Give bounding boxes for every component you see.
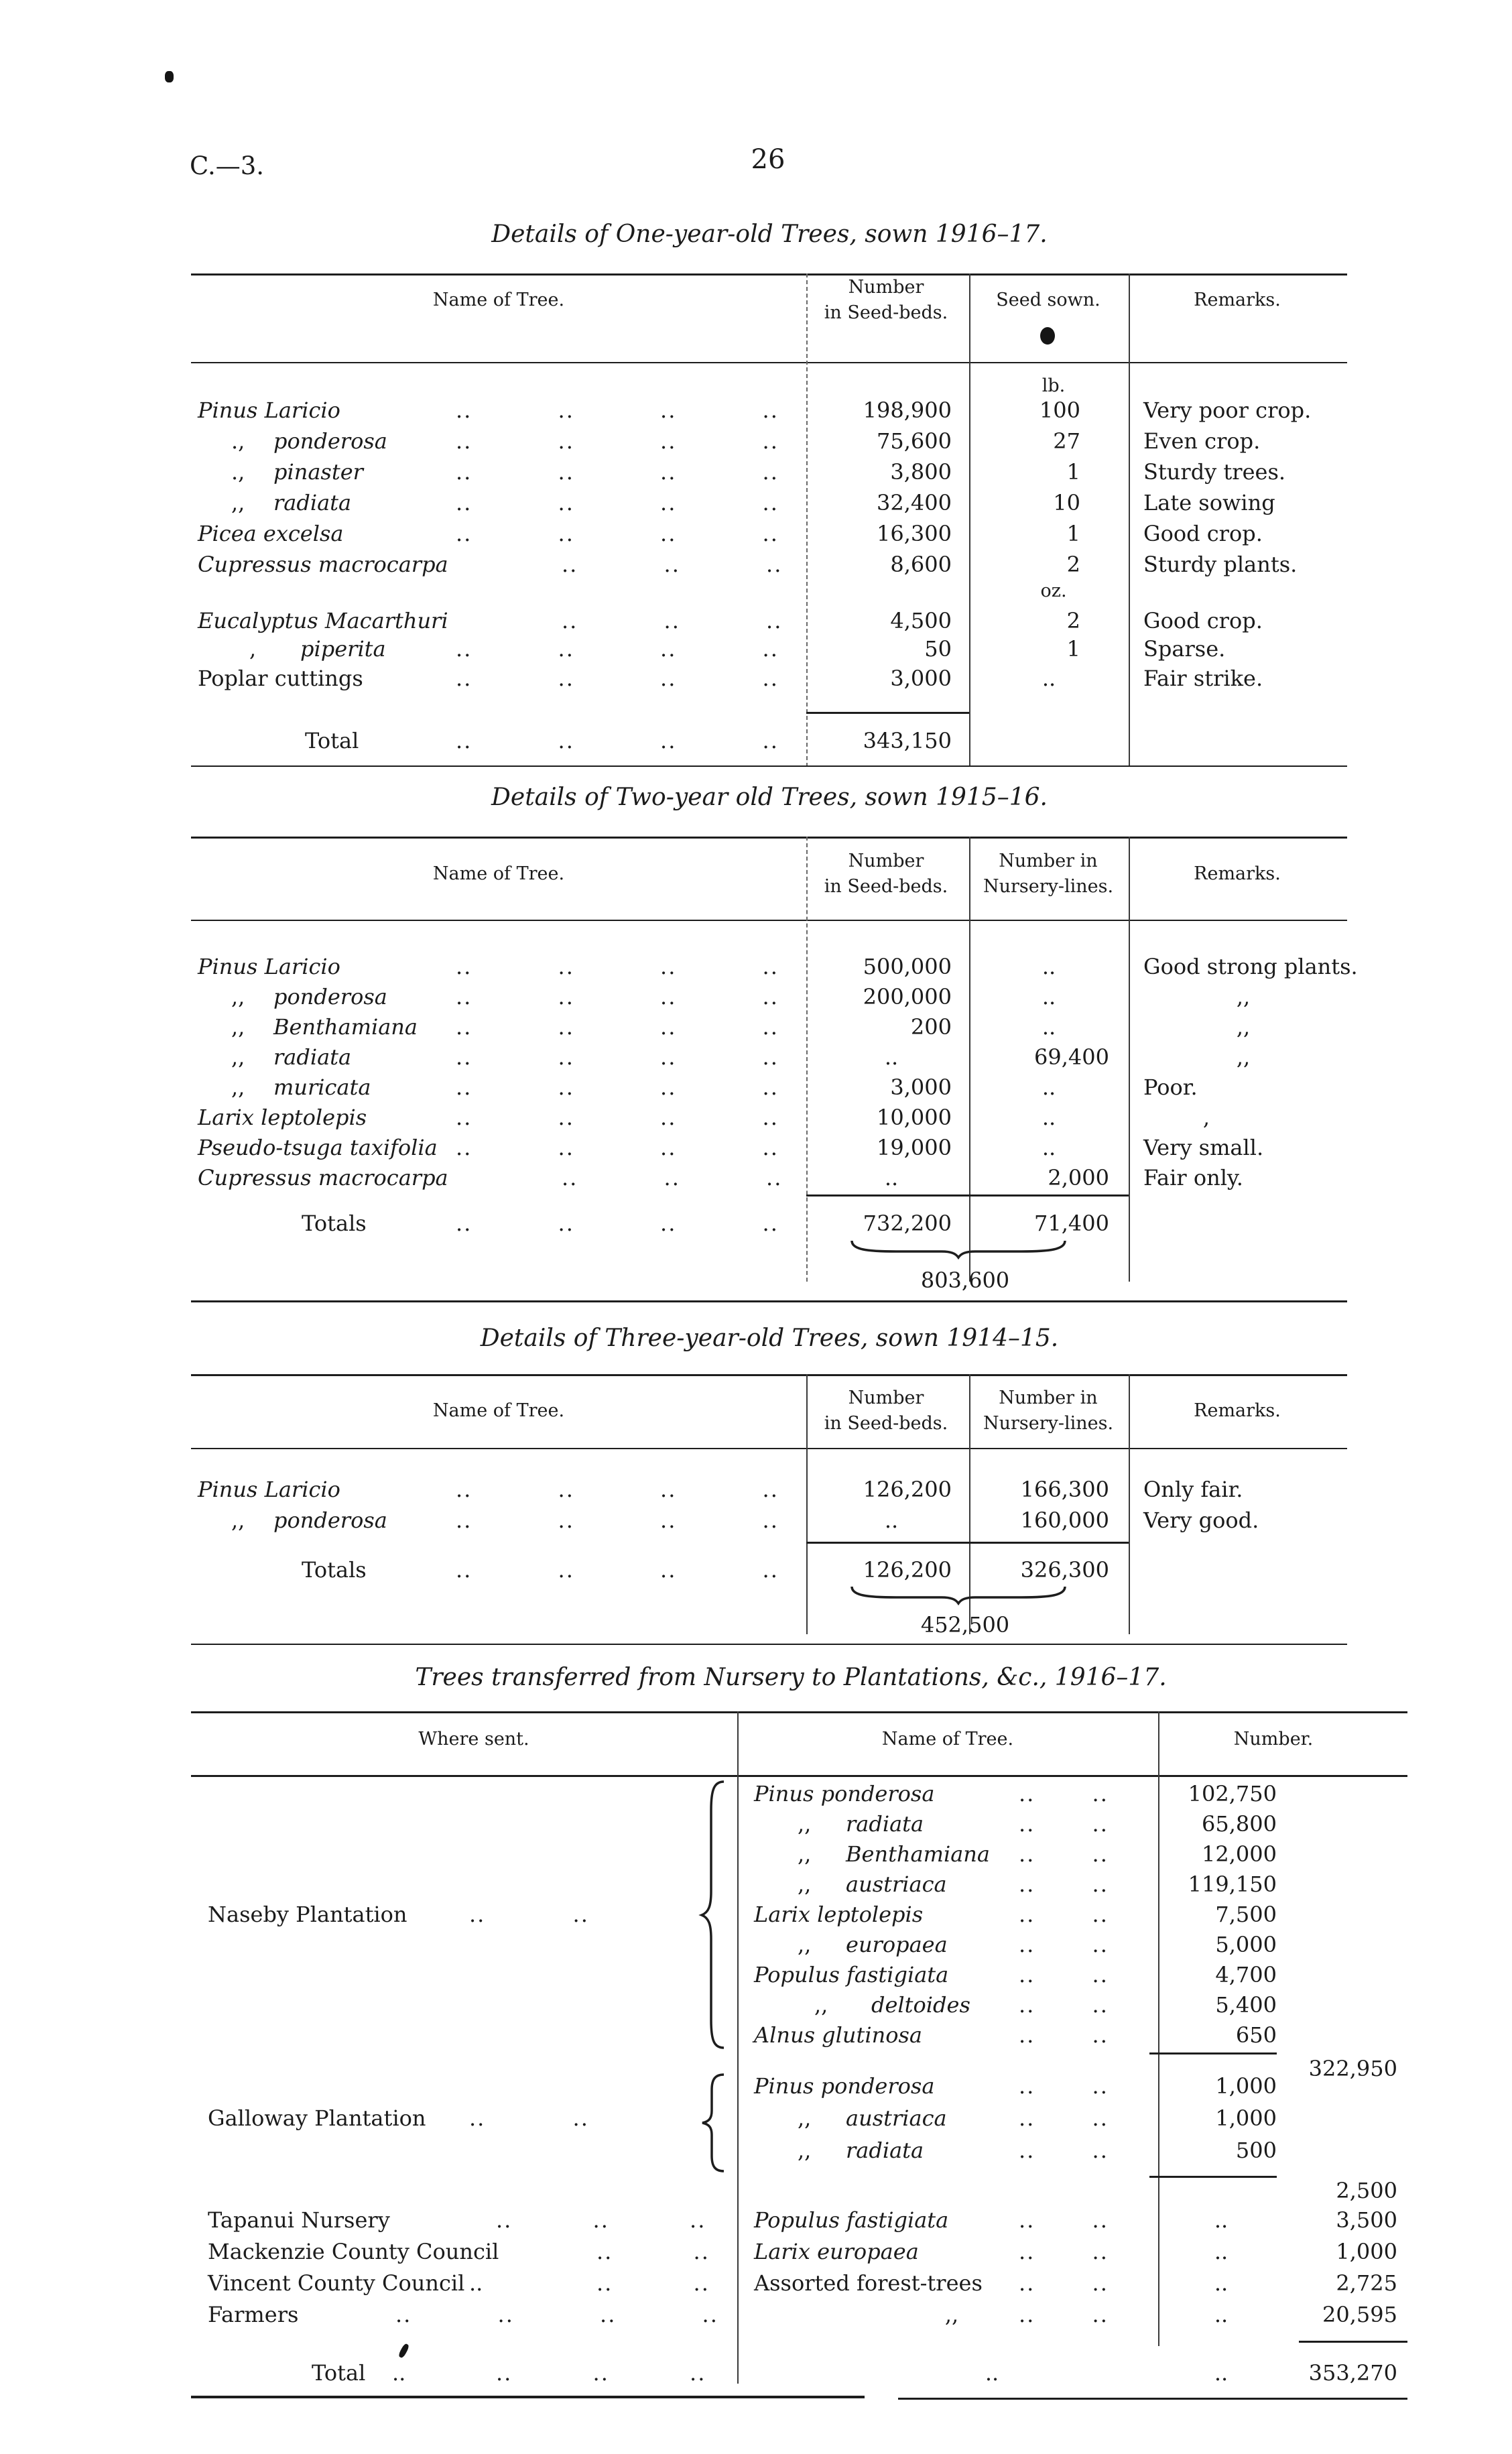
sown-value: 1	[1066, 459, 1080, 485]
table2-bottom-rule	[191, 1300, 1347, 1302]
leader-dots: .. .. .. ..	[456, 1508, 779, 1533]
leader-dots: .. .. .. ..	[456, 1557, 779, 1583]
number-value: 5,400	[1215, 1992, 1277, 2018]
galloway-subtotal-rule	[1149, 2176, 1277, 2178]
table1-col-seedbeds-line2: in Seed-beds.	[824, 302, 948, 323]
leader-dots: .. ..	[1019, 2239, 1109, 2264]
name-col-dots: ..	[985, 2360, 999, 2386]
remarks-value: Good strong plants.	[1143, 954, 1358, 979]
group-brace-icon	[698, 1779, 731, 2050]
table1-top-rule	[191, 273, 1347, 275]
table2-divider-3	[1129, 837, 1130, 1282]
number-value: 20,595	[1322, 2302, 1397, 2327]
leader-dots: .. ..	[1019, 1841, 1109, 1867]
seedbeds-value: 500,000	[863, 954, 952, 979]
where-sent: Tapanui Nursery	[208, 2207, 390, 2233]
sown-value: 2	[1066, 552, 1080, 577]
sown-value: 27	[1053, 428, 1080, 454]
seedbeds-value: 3,000	[890, 666, 952, 691]
ditto-prefix: ,,	[798, 2138, 812, 2163]
tree-name: radiata	[846, 2138, 924, 2163]
number-value: 5,000	[1215, 1932, 1277, 1957]
table1-col-seedbeds-line1: Number	[848, 277, 924, 298]
nursery-total: 71,400	[1034, 1211, 1109, 1236]
remarks-value: Sturdy plants.	[1143, 552, 1298, 577]
nursery-value: ..	[1042, 1075, 1056, 1100]
table3-bottom-rule	[191, 1644, 1347, 1645]
leader-dots: .. ..	[596, 2270, 710, 2296]
table4-divider-1	[737, 1711, 739, 2384]
leader-dots: .. .. .. ..	[456, 728, 779, 753]
number-value: 65,800	[1202, 1811, 1277, 1837]
page-number: 26	[751, 144, 785, 175]
nursery-value: 2,000	[1048, 1165, 1109, 1190]
where-sent: Vincent County Council	[208, 2270, 465, 2296]
leader-dots: .. ..	[1019, 1872, 1109, 1897]
leader-dots: .. .. .. ..	[456, 490, 779, 515]
seedbeds-value: 3,800	[890, 459, 952, 485]
underbrace-icon	[848, 1239, 1069, 1257]
table2-col-seedbeds-line1: Number	[848, 851, 924, 871]
leader-dots: .. .. .. ..	[456, 1477, 779, 1502]
seedbeds-total: 126,200	[863, 1557, 952, 1583]
ditto-prefix: .,	[231, 428, 245, 454]
leader-dots: .. ..	[1019, 2270, 1109, 2296]
table4-col-name: Name of Tree.	[881, 1729, 1014, 1750]
leader-dots: .. ..	[469, 2105, 589, 2131]
nursery-value: ..	[1042, 1105, 1056, 1130]
remarks-value: Fair only.	[1143, 1165, 1243, 1190]
tree-name: deltoides	[871, 1992, 970, 2018]
remarks-value: Fair strike.	[1143, 666, 1263, 691]
table1-bottom-rule	[191, 765, 1347, 767]
leader-dots: .. .. .. ..	[456, 1105, 779, 1130]
table4-bottom-rule-right	[898, 2398, 1407, 2400]
galloway-subtotal: 2,500	[1336, 2178, 1397, 2203]
table3-col-nursery-line2: Nursery-lines.	[983, 1413, 1114, 1434]
sown-value: 2	[1066, 608, 1080, 633]
remarks-value: Very good.	[1143, 1508, 1259, 1533]
remarks-value: Sparse.	[1143, 636, 1226, 662]
seedbeds-value: 8,600	[890, 552, 952, 577]
seedbeds-value: 4,500	[890, 608, 952, 633]
table1-col-remarks: Remarks.	[1194, 290, 1281, 310]
ditto-prefix: ,,	[798, 1811, 812, 1837]
tree-name: Alnus glutinosa	[754, 2022, 922, 2048]
ditto-prefix: ,,	[798, 1841, 812, 1867]
tree-name: Larix europaea	[754, 2239, 919, 2264]
table1-title: Details of One-year-old Trees, sown 1916–17.	[491, 221, 1048, 248]
table4-divider-2	[1158, 1711, 1159, 2346]
seedbeds-value: ..	[884, 1508, 899, 1533]
leader-dots: .. .. .. ..	[456, 521, 779, 546]
leader-dots: .. .. .. ..	[456, 1014, 779, 1040]
tree-name: ponderosa	[273, 1508, 387, 1533]
remarks-ditto: ,,	[1236, 1044, 1251, 1070]
sown-value: 10	[1053, 490, 1080, 515]
table3-header-rule	[191, 1448, 1347, 1449]
tree-name: radiata	[846, 1811, 924, 1837]
remarks-value: Sturdy trees.	[1143, 459, 1286, 485]
table2-col-nursery-line1: Number in	[999, 851, 1098, 871]
totals-label: Totals	[302, 1557, 367, 1583]
naseby-subtotal-rule	[1149, 2052, 1277, 2054]
seedbeds-value: 19,000	[877, 1135, 952, 1160]
number-value: 1,000	[1336, 2239, 1397, 2264]
tree-name: pinaster	[273, 459, 363, 485]
seedbeds-value: 200	[910, 1014, 952, 1040]
tree-name: Eucalyptus Macarthuri	[198, 608, 448, 633]
remarks-value: Good crop.	[1143, 521, 1263, 546]
nursery-value: ..	[1042, 1135, 1056, 1160]
table2-header-rule	[191, 920, 1347, 921]
tree-name: Pinus Laricio	[198, 397, 340, 423]
number-value: 2,725	[1336, 2270, 1397, 2296]
ink-speck	[165, 71, 174, 82]
ditto-prefix: .,	[231, 459, 245, 485]
table1-col-sown: Seed sown.	[996, 290, 1100, 310]
tree-name: ponderosa	[273, 428, 387, 454]
table2-subtotal-rule	[806, 1194, 1129, 1197]
total-label: Total	[305, 728, 359, 753]
ditto-prefix: ,,	[231, 490, 245, 515]
total-value: 343,150	[863, 728, 952, 753]
ditto-prefix: ,,	[798, 2105, 812, 2131]
leader-dots: .. ..	[1019, 1811, 1109, 1837]
ink-blot	[1040, 327, 1055, 345]
seedbeds-value: 32,400	[877, 490, 952, 515]
number-value: 500	[1235, 2138, 1277, 2163]
leader-dots: .. .. ..	[496, 2207, 706, 2233]
table3-divider-3	[1129, 1374, 1130, 1634]
table4-header-rule	[191, 1775, 1407, 1777]
number-value: 1,000	[1215, 2073, 1277, 2099]
tree-ditto: ,,	[944, 2302, 959, 2327]
table4-bottom-rule-left	[191, 2396, 865, 2398]
tree-name: Populus fastigiata	[754, 2207, 949, 2233]
leader-dots: .. ..	[1019, 2073, 1109, 2099]
tree-name: Cupressus macrocarpa	[198, 552, 448, 577]
where-sent: Naseby Plantation	[208, 1902, 407, 1927]
leader-dots: .. .. ..	[562, 552, 783, 577]
tree-name: Benthamiana	[273, 1014, 418, 1040]
table1-header-rule	[191, 362, 1347, 363]
sown-value: 1	[1066, 636, 1080, 662]
number-value: 7,500	[1215, 1902, 1277, 1927]
seedbeds-value: ..	[884, 1165, 899, 1190]
tree-name: Picea excelsa	[198, 521, 344, 546]
nursery-total: 326,300	[1020, 1557, 1109, 1583]
table3-col-nursery-line1: Number in	[999, 1388, 1098, 1408]
table4-top-rule	[191, 1711, 1407, 1713]
table2-col-name: Name of Tree.	[432, 863, 565, 884]
leader-dots: .. ..	[1019, 1932, 1109, 1957]
table1-divider-2	[969, 273, 970, 767]
tree-name: Cupressus macrocarpa	[198, 1165, 448, 1190]
table3-col-remarks: Remarks.	[1194, 1400, 1281, 1421]
leader-dots: .. .. .. ..	[456, 428, 779, 454]
where-sent: Farmers	[208, 2302, 299, 2327]
ditto-prefix: ,,	[231, 1508, 245, 1533]
tree-name: europaea	[846, 1932, 948, 1957]
leader-dots: .. .. .. ..	[456, 984, 779, 1009]
tree-name: Pseudo-tsuga taxifolia	[198, 1135, 438, 1160]
table3-col-seedbeds-line1: Number	[848, 1388, 924, 1408]
tree-name: radiata	[273, 1044, 352, 1070]
tree-name: Poplar cuttings	[198, 666, 363, 691]
ditto-prefix: ,,	[231, 1044, 245, 1070]
leader-dots: .. ..	[1019, 1962, 1109, 1987]
tree-name: Pinus Laricio	[198, 1477, 340, 1502]
table1-col-name: Name of Tree.	[432, 290, 565, 310]
seedbeds-value: 198,900	[863, 397, 952, 423]
seedbeds-value: 50	[924, 636, 952, 662]
leader-dots: .. ..	[1019, 1902, 1109, 1927]
table1-divider-1	[806, 273, 808, 767]
table3-col-seedbeds-line2: in Seed-beds.	[824, 1413, 948, 1434]
table3-divider-1	[806, 1374, 808, 1634]
table4-col-number: Number.	[1233, 1729, 1314, 1750]
leader-dots: .. ..	[596, 2239, 710, 2264]
table2-title: Details of Two-year old Trees, sown 1915–16.	[491, 784, 1048, 811]
number-value: 12,000	[1202, 1841, 1277, 1867]
ink-speck	[397, 2343, 410, 2359]
remarks-value: Very small.	[1143, 1135, 1264, 1160]
tree-name: Larix leptolepis	[754, 1902, 924, 1927]
leader-dots: .. .. .. ..	[456, 459, 779, 485]
table2-top-rule	[191, 837, 1347, 839]
leader-dots: ..	[392, 2360, 406, 2386]
seedbeds-value: 126,200	[863, 1477, 952, 1502]
leader-dots: .. ..	[1019, 2138, 1109, 2163]
seedbeds-value: 75,600	[877, 428, 952, 454]
leader-dots: .. .. .. ..	[456, 1135, 779, 1160]
tree-name: piperita	[300, 636, 386, 662]
leader-dots: .. ..	[1019, 1992, 1109, 2018]
nursery-value: ..	[1042, 1014, 1056, 1040]
table2-divider-2	[969, 837, 970, 1282]
unit-lb: lb.	[1042, 375, 1066, 396]
tree-name: Assorted forest-trees	[754, 2270, 983, 2296]
number-value: 650	[1235, 2022, 1277, 2048]
combined-total: 803,600	[920, 1268, 1010, 1293]
ditto-prefix: ,,	[231, 984, 245, 1009]
nursery-value: ..	[1042, 954, 1056, 979]
leader-dots: .. .. .. ..	[456, 1211, 779, 1236]
leader-dots: .. ..	[1019, 1781, 1109, 1806]
underbrace-icon	[848, 1585, 1069, 1603]
seedbeds-value: 10,000	[877, 1105, 952, 1130]
remarks-ditto: ,	[1202, 1105, 1210, 1130]
combined-total: 452,500	[920, 1612, 1010, 1638]
number-value: 3,500	[1336, 2207, 1397, 2233]
leader-dots: .. .. .. ..	[395, 2302, 718, 2327]
leader-dots: .. ..	[1019, 2207, 1109, 2233]
table3-top-rule	[191, 1374, 1347, 1376]
number-dots: ..	[1214, 2270, 1228, 2296]
leader-dots: .. .. .. ..	[456, 636, 779, 662]
seedbeds-value: 16,300	[877, 521, 952, 546]
table2-col-seedbeds-line2: in Seed-beds.	[824, 876, 948, 897]
leader-dots: .. ..	[469, 1902, 589, 1927]
remarks-value: Only fair.	[1143, 1477, 1243, 1502]
grand-total-value: 353,270	[1308, 2360, 1397, 2386]
tree-name: muricata	[273, 1075, 371, 1100]
table1-subtotal-rule	[806, 712, 969, 714]
naseby-subtotal: 322,950	[1308, 2056, 1397, 2081]
tree-name: Pinus ponderosa	[754, 2073, 935, 2099]
remarks-value: Good crop.	[1143, 608, 1263, 633]
nursery-value: 160,000	[1020, 1508, 1109, 1533]
tree-name: Populus fastigiata	[754, 1962, 949, 1987]
table2-col-remarks: Remarks.	[1194, 863, 1281, 884]
leader-dots: .. .. ..	[562, 1165, 783, 1190]
seedbeds-value: 3,000	[890, 1075, 952, 1100]
total-label: Total	[312, 2360, 366, 2386]
table3-subtotal-rule	[806, 1542, 1129, 1544]
tree-name: ponderosa	[273, 984, 387, 1009]
leader-dots: .. ..	[1019, 2302, 1109, 2327]
remarks-value: Poor.	[1143, 1075, 1198, 1100]
sown-value: 1	[1066, 521, 1080, 546]
nursery-value: 166,300	[1020, 1477, 1109, 1502]
table3-title: Details of Three-year-old Trees, sown 1914–15.	[480, 1325, 1059, 1352]
number-dots: ..	[1214, 2207, 1228, 2233]
tree-name: austriaca	[846, 2105, 947, 2131]
group-brace-icon	[698, 2073, 731, 2173]
remarks-ditto: ,,	[1236, 1014, 1251, 1040]
unit-oz: oz.	[1040, 580, 1067, 601]
leader-dots: .. .. ..	[562, 608, 783, 633]
remarks-value: Even crop.	[1143, 428, 1261, 454]
where-sent: Galloway Plantation	[208, 2105, 426, 2131]
number-value: 1,000	[1215, 2105, 1277, 2131]
table4-col-where: Where sent.	[418, 1729, 529, 1750]
tree-name: Pinus Laricio	[198, 954, 340, 979]
number-value: 102,750	[1188, 1781, 1277, 1806]
document-reference: C.—3.	[190, 151, 265, 180]
tree-name: radiata	[273, 490, 352, 515]
leader-dots: .. .. .. ..	[456, 1075, 779, 1100]
leader-dots: .. .. .. ..	[456, 397, 779, 423]
table2-divider-1	[806, 837, 808, 1282]
nursery-value: ..	[1042, 984, 1056, 1009]
table3-col-name: Name of Tree.	[432, 1400, 565, 1421]
totals-label: Totals	[302, 1211, 367, 1236]
number-value: 119,150	[1188, 1872, 1277, 1897]
nursery-value: 69,400	[1034, 1044, 1109, 1070]
ditto-prefix: ,,	[231, 1014, 245, 1040]
number-dots: ..	[1214, 2360, 1228, 2386]
remarks-ditto: ,,	[1236, 984, 1251, 1009]
number-dots: ..	[1214, 2302, 1228, 2327]
tree-name: Larix leptolepis	[198, 1105, 367, 1130]
remarks-value: Very poor crop.	[1143, 397, 1312, 423]
ditto-prefix: ,	[249, 636, 257, 662]
ditto-prefix: ,,	[798, 1932, 812, 1957]
table1-divider-3	[1129, 273, 1130, 767]
seedbeds-value: 200,000	[863, 984, 952, 1009]
tree-name: Pinus ponderosa	[754, 1781, 935, 1806]
ditto-prefix: ,,	[798, 1872, 812, 1897]
seedbeds-value: ..	[884, 1044, 899, 1070]
ditto-prefix: ,,	[231, 1075, 245, 1100]
tree-name: Benthamiana	[846, 1841, 990, 1867]
table4-pretotal-rule	[1299, 2341, 1407, 2343]
table2-col-nursery-line2: Nursery-lines.	[983, 876, 1114, 897]
leader-dots: .. ..	[1019, 2022, 1109, 2048]
leader-dots: .. ..	[1019, 2105, 1109, 2131]
leader-dots: .. .. .. ..	[456, 666, 779, 691]
leader-dots: .. .. .. ..	[456, 954, 779, 979]
leader-dots: ..	[469, 2270, 483, 2296]
remarks-value: Late sowing	[1143, 490, 1275, 515]
tree-name: austriaca	[846, 1872, 947, 1897]
table4-title: Trees transferred from Nursery to Plantations, &c., 1916–17.	[415, 1664, 1167, 1691]
leader-dots: .. .. .. ..	[456, 1044, 779, 1070]
number-value: 4,700	[1215, 1962, 1277, 1987]
where-sent: Mackenzie County Council	[208, 2239, 499, 2264]
sown-value: ..	[1042, 666, 1056, 691]
leader-dots: .. .. ..	[496, 2360, 706, 2386]
ditto-prefix: ,,	[814, 1992, 828, 2018]
sown-value: 100	[1039, 397, 1080, 423]
number-dots: ..	[1214, 2239, 1228, 2264]
seedbeds-total: 732,200	[863, 1211, 952, 1236]
